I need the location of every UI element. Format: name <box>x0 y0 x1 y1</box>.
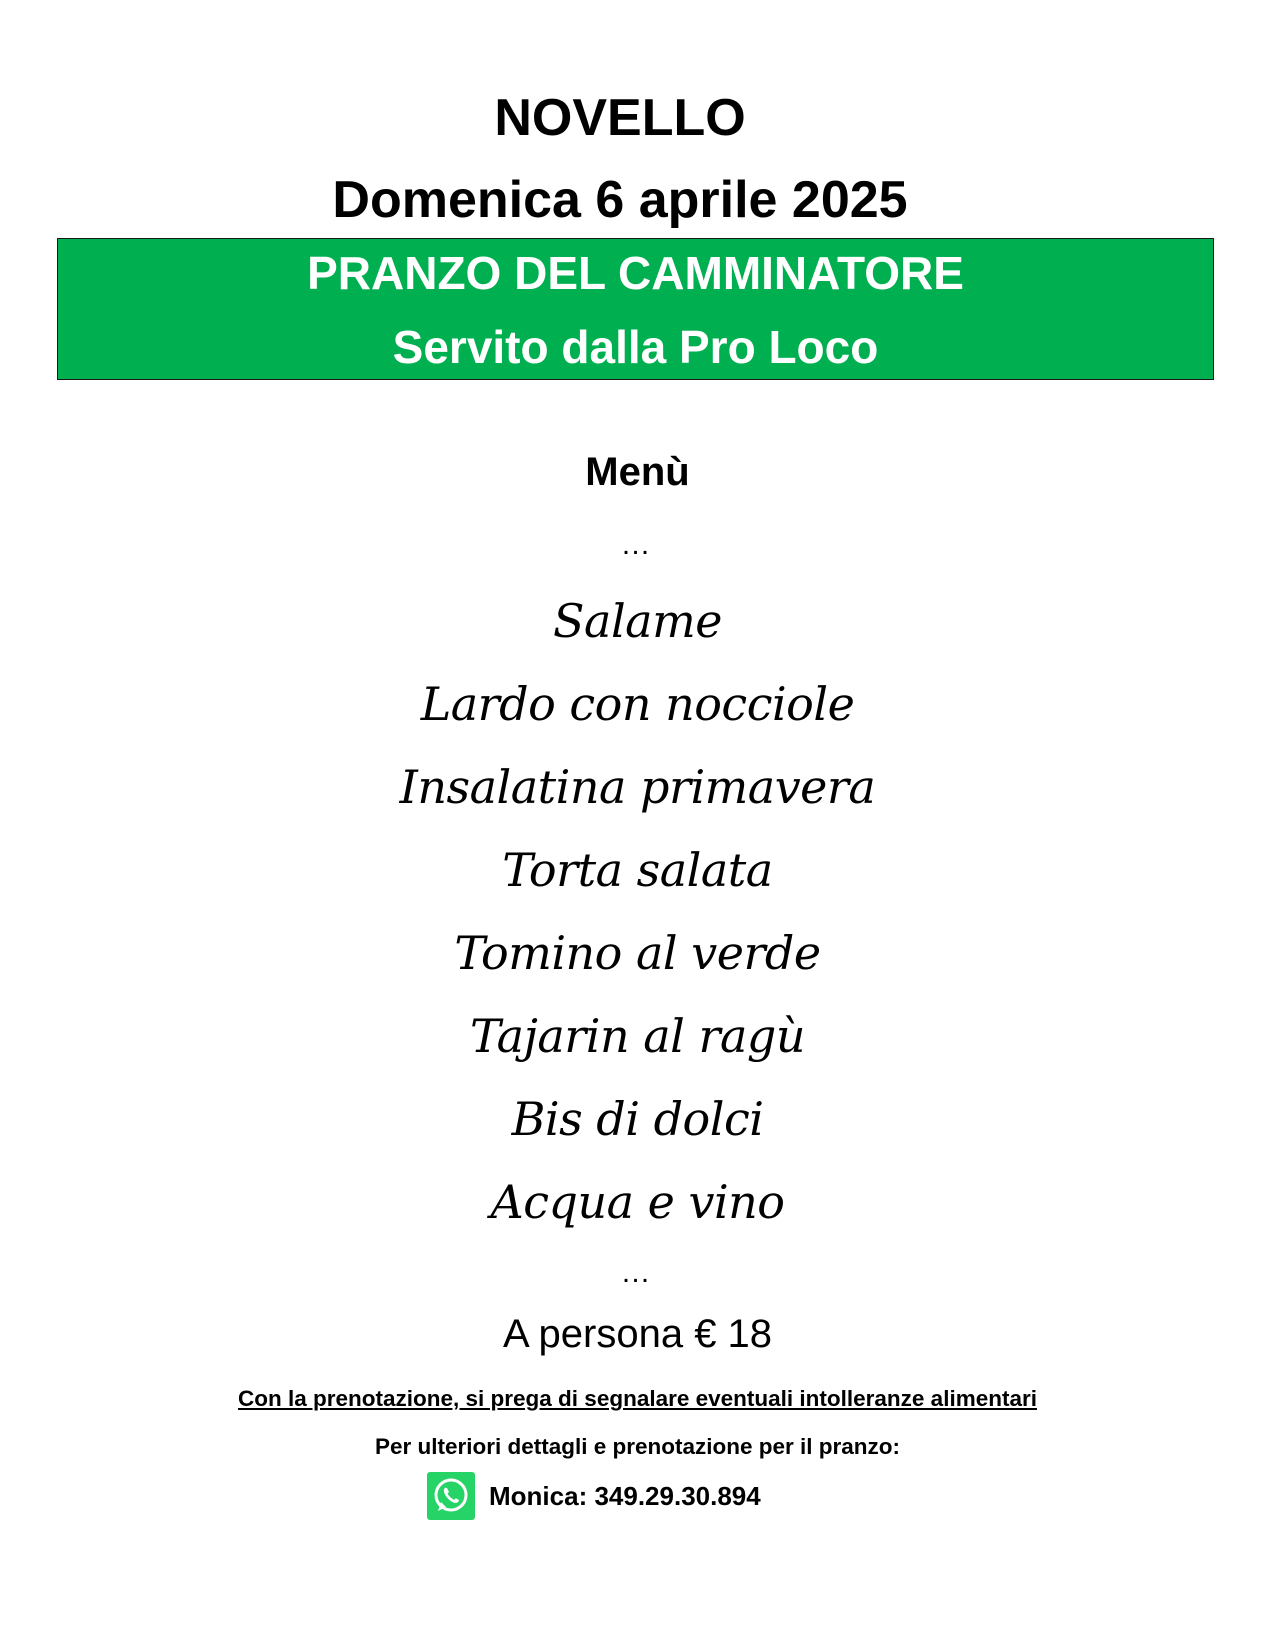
menu-list <box>0 580 1275 1244</box>
banner-subtitle: Servito dalla Pro Loco <box>392 321 879 373</box>
menu-item: Tomino al verde <box>454 926 821 980</box>
menu-item: Lardo con nocciole <box>420 677 855 731</box>
menu-title: Menù <box>585 450 690 494</box>
event-date: Domenica 6 aprile 2025 <box>332 171 908 229</box>
menu-item: Torta salata <box>502 843 773 897</box>
event-banner <box>57 238 1214 380</box>
contact-phone: Monica: 349.29.30.894 <box>489 1481 761 1511</box>
menu-item: Tajarin al ragù <box>470 1009 805 1063</box>
intolerance-note-text: Con la prenotazione, si prega di segnalare eventuali intolleranze alimentari <box>238 1386 1037 1411</box>
menu-item: Insalatina primavera <box>399 760 876 814</box>
menu-item: Acqua e vino <box>490 1175 785 1229</box>
price-per-person: A persona € 18 <box>502 1312 773 1356</box>
menu-separator-bottom: … <box>620 1256 655 1289</box>
town-title: NOVELLO <box>494 89 746 147</box>
menu-item: Salame <box>553 594 722 648</box>
contact-line <box>427 1472 761 1520</box>
booking-details: Per ulteriori dettagli e prenotazione per il pranzo: <box>374 1434 901 1459</box>
whatsapp-icon <box>427 1472 475 1520</box>
banner-title: PRANZO DEL CAMMINATORE <box>307 247 964 299</box>
intolerance-note <box>0 1384 1275 1414</box>
menu-separator-top: … <box>620 528 655 561</box>
menu-item: Bis di dolci <box>511 1092 764 1146</box>
